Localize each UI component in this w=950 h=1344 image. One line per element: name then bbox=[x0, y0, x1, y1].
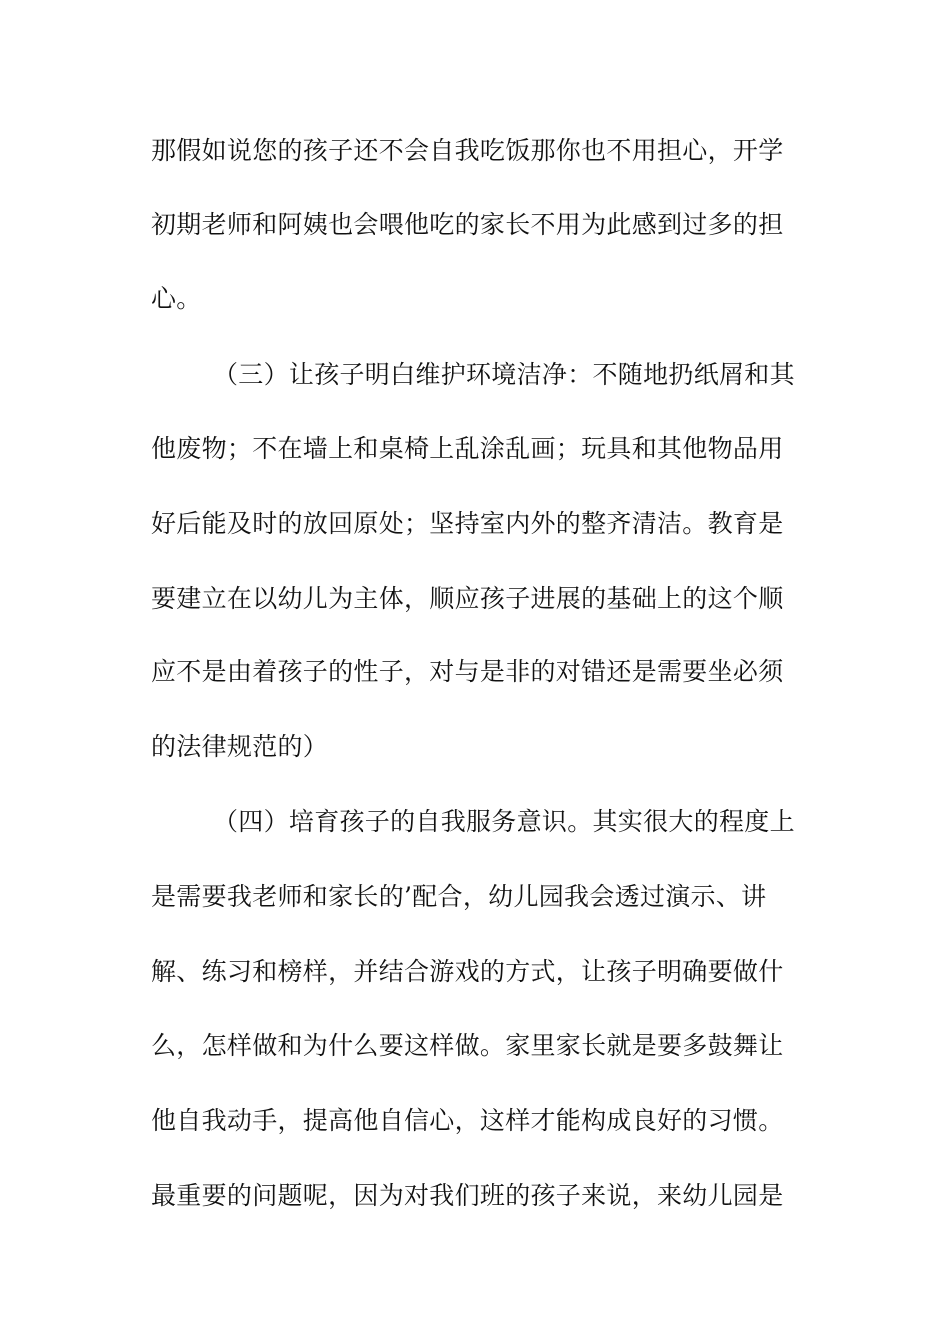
paragraph-three-first-line: （三）让孩子明白维护环境洁净：不随地扔纸屑和其 bbox=[213, 360, 795, 389]
text-line: 是需要我老师和家长的’配合，幼儿园我会透过演示、讲 bbox=[151, 882, 767, 911]
text-line: 那假如说您的孩子还不会自我吃饭那你也不用担心，开学 bbox=[151, 136, 784, 165]
text-line: 应不是由着孩子的性子，对与是非的对错还是需要坐必须 bbox=[151, 657, 784, 686]
text-line: 他废物；不在墙上和桌椅上乱涂乱画；玩具和其他物品用 bbox=[151, 434, 784, 463]
text-line: 么，怎样做和为什么要这样做。家里家长就是要多鼓舞让 bbox=[151, 1031, 784, 1060]
text-line: 解、练习和榜样，并结合游戏的方式，让孩子明确要做什 bbox=[151, 957, 784, 986]
text-line: 最重要的问题呢，因为对我们班的孩子来说，来幼儿园是 bbox=[151, 1181, 784, 1210]
text-line: 心。 bbox=[151, 284, 202, 313]
text-line: 要建立在以幼儿为主体，顺应孩子进展的基础上的这个顺 bbox=[151, 584, 784, 613]
text-line: 的法律规范的） bbox=[151, 732, 329, 761]
text-line: 初期老师和阿姨也会喂他吃的家长不用为此感到过多的担 bbox=[151, 210, 784, 239]
paragraph-four-first-line: （四）培育孩子的自我服务意识。其实很大的程度上 bbox=[213, 807, 795, 836]
text-line: 好后能及时的放回原处；坚持室内外的整齐清洁。教育是 bbox=[151, 509, 784, 538]
text-line: 他自我动手，提高他自信心，这样才能构成良好的习惯。 bbox=[151, 1106, 784, 1135]
